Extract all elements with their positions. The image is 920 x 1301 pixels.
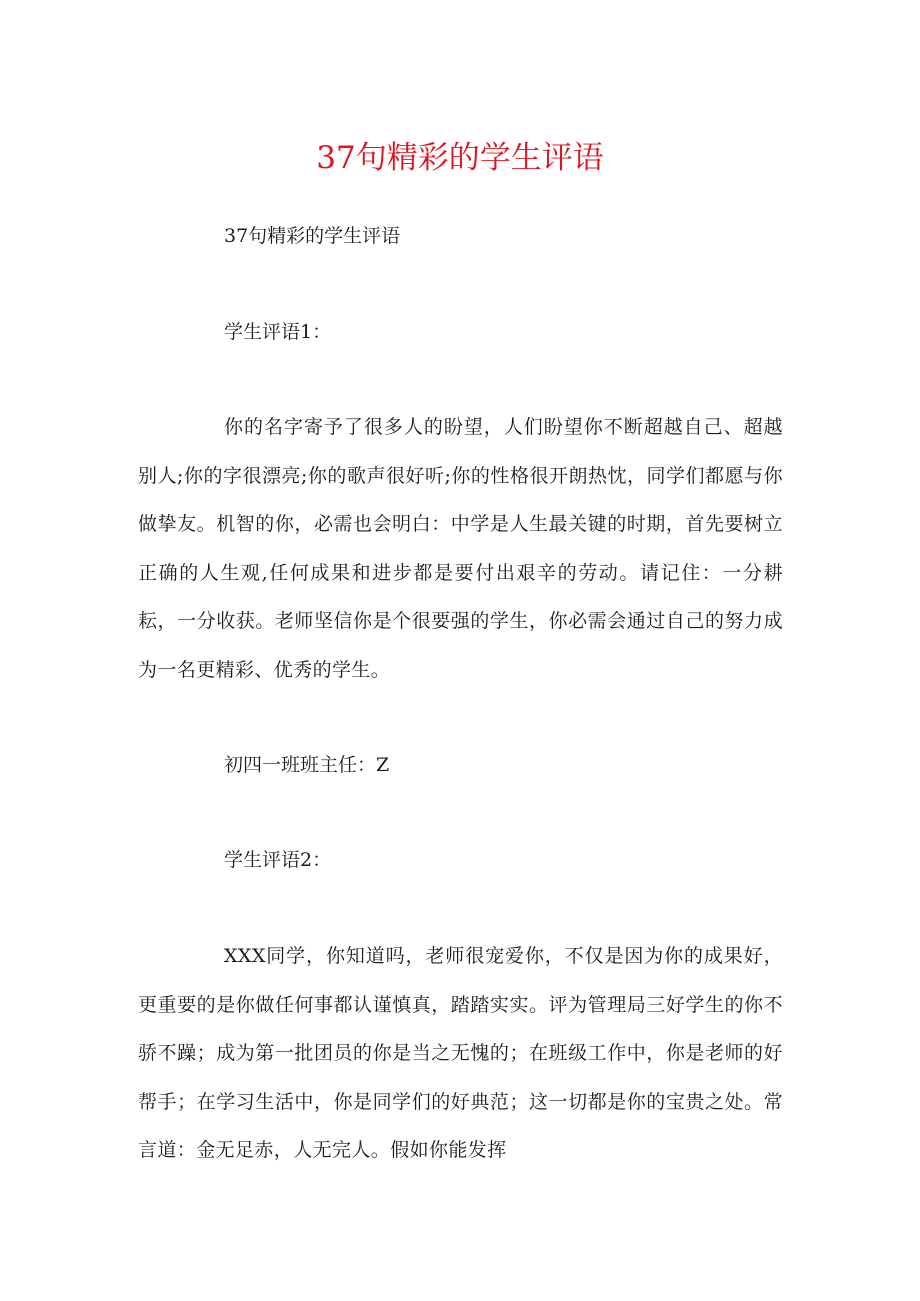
section-heading-1: 学生评语1： [224,321,332,343]
section-body-1: 你的名字寄予了很多人的盼望，人们盼望你不断超越自己、超越别人;你的字很漂亮;你的歌声很好听;你的性格很开朗热忱，同学们都愿与你做挚友。机智的你，必需也会明白：中学是人生最关键的时期，首先要树立正确的人生观,任何成果和进步都是要付出艰辛的劳动。请记住：一分耕耘，一分收获。老师坚信你是个很要强的学生，你必需会通过自己的努力成为一名更精彩、优秀的学生。 [138,416,783,681]
document-title: 37句精彩的学生评语 [316,140,604,176]
section-body-2: XXX同学，你知道吗，老师很宠爱你，不仅是因为你的成果好，更重要的是你做任何事都认谨慎真，踏踏实实。评为管理局三好学生的你不骄不躁；成为第一批团员的你是当之无愧的；在班级工作中，你是老师的好帮手；在学习生活中，你是同学们的好典范；这一切都是你的宝贵之处。常言道：金无足赤，人无完人。假如你能发挥 [138,945,783,1161]
section-signature-1: 初四一班班主任：Z [224,754,390,776]
document-subtitle: 37句精彩的学生评语 [224,225,401,247]
section-heading-2: 学生评语2： [224,849,332,871]
